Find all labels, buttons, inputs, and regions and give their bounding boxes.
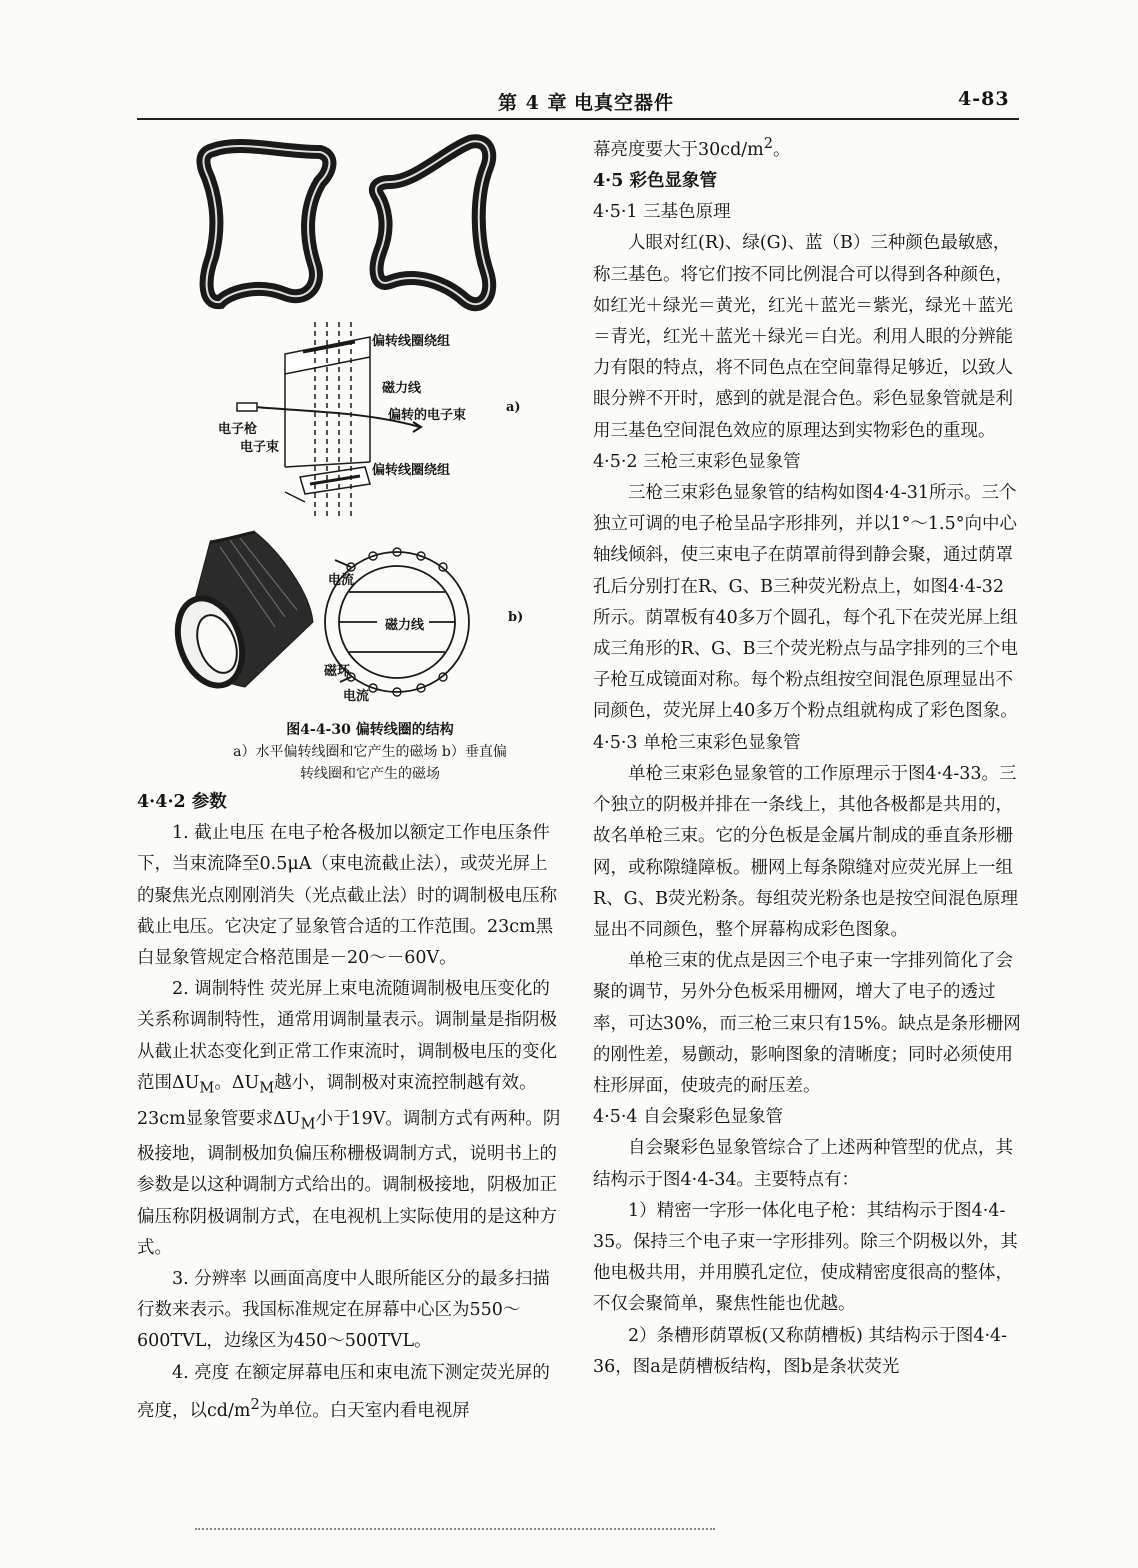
para-resolution: 3. 分辨率 以画面高度中人眼所能区分的最多扫描行数来表示。我国标准规定在屏幕中心区为550～600TVL，边缘区为450～500TVL。 bbox=[137, 1269, 550, 1352]
footer-dotted-line bbox=[195, 1528, 715, 1530]
label-coil-top: 偏转线圈绕组 bbox=[372, 334, 451, 349]
section-4-5-1: 4·5·1 三基色原理 bbox=[593, 202, 731, 223]
para-three-gun: 三枪三束彩色显象管的结构如图4·4-31所示。三个独立可调的电子枪呈品字形排列，并以1°～1.5°向中心轴线倾斜，使三束电子在荫罩前得到静会聚，通过荫罩孔后分别打在R、G、B三种荧光粉点上，如图4·4-32所示。荫罩板有40多万个圆孔，每个孔下在荧光屏上组成三角形的R、G、B三个荧光粉点与品字排列的三个电子枪互成镜面对称。每个粉点组按空间混色原理显出不同颜色，荧光屏上40多万个粉点组就构成了彩色图象。 bbox=[593, 483, 1019, 722]
right-column bbox=[593, 128, 1021, 1383]
para-brightness: 4. 亮度 在额定屏幕电压和束电流下测定荧光屏的亮度，以$cd/m^2$为单位。白天室内看电视屏 bbox=[137, 1362, 550, 1421]
chapter-label: 第 4 章 bbox=[498, 92, 568, 114]
figure-caption-line1: a）水平偏转线圈和它产生的磁场 b）垂直偏 bbox=[233, 744, 507, 760]
label-panel-a: a) bbox=[506, 400, 521, 415]
para-feature-2: 2）条槽形荫罩板(又称荫槽板) 其结构示于图4·4-36，图a是荫槽板结构，图b是条状荧光 bbox=[593, 1325, 1008, 1377]
deflection-coil-figure bbox=[115, 122, 560, 707]
section-4-5: 4·5 彩色显象管 bbox=[593, 171, 718, 192]
label-electron-gun: 电子枪 bbox=[218, 422, 258, 437]
para-feature-1: 1）精密一字形一体化电子枪：其结构示于图4·4-35。保持三个电子束一字形排列。除三个阴极以外，其他电极共用，并用膜孔定位，使成精密度很高的整体，不仅会聚简单，聚焦性能也优越。 bbox=[593, 1200, 1018, 1315]
para-cutoff-voltage: 1. 截止电压 在电子枪各极加以额定工作电压条件下，当束流降至0.5μA（束电流截止法），或荧光屏上的聚焦光点刚刚消失（光点截止法）时的调制极电压称截止电压。它决定了显象管合适的工作范围。23cm黑白显象管规定合格范围是－20～－60V。 bbox=[137, 823, 557, 969]
label-coil-bottom: 偏转线圈绕组 bbox=[372, 463, 451, 478]
section-4-5-3: 4·5·3 单枪三束彩色显象管 bbox=[593, 732, 801, 753]
label-current-top: 电流 bbox=[328, 573, 355, 588]
para-self-convergence: 自会聚彩色显象管综合了上述两种管型的优点，其结构示于图4·4-34。主要特点有： bbox=[593, 1138, 1013, 1190]
label-field-line-b: 磁力线 bbox=[385, 618, 425, 633]
page-number: 4-83 bbox=[958, 88, 1010, 110]
figure-caption-line2: 转线圈和它产生的磁场 bbox=[300, 766, 440, 782]
section-4-5-2: 4·5·2 三枪三束彩色显象管 bbox=[593, 451, 801, 472]
label-magnetic-ring: 磁环 bbox=[324, 664, 351, 679]
label-field-line-a: 磁力线 bbox=[382, 381, 422, 396]
para-three-primaries: 人眼对红(R)、绿(G)、蓝（B）三种颜色最敏感，称三基色。将它们按不同比例混合可以得到各种颜色，如红光＋绿光＝黄光，红光＋蓝光＝紫光，绿光＋蓝光＝青光，红光＋蓝光＋绿光＝白光。利用人眼的分辨能力有限的特点，将不同色点在空间靠得足够近，以致人眼分辨不开时，感到的就是混合色。彩色显象管就是利用三基色空间混色效应的原理达到实物彩色的重现。 bbox=[593, 233, 1013, 441]
saddle-coil-right bbox=[376, 141, 489, 304]
section-4-4-2: 4·4·2 参数 bbox=[137, 792, 227, 812]
left-column bbox=[137, 787, 565, 1427]
label-current-bottom: 电流 bbox=[343, 689, 370, 704]
header-rule bbox=[137, 118, 1019, 120]
para-modulation: 2. 调制特性 荧光屏上束电流随调制极电压变化的关系称调制特性，通常用调制量表示。调制量是指阴极从截止状态变化到正常工作束流时，调制极电压的变化范围$\Delta U_M$。$\Delta U_M$越小，调制极对束流控制越有效。23cm显象管要求$\Delta U_M$小于19V。调制方式有两种。阴极接地，调制极加负偏压称栅极调制方式，说明书上的参数是以这种调制方式给出的。调制极接地，阴极加正偏压称阴极调制方式，在电视机上实际使用的是这种方式。 bbox=[137, 979, 561, 1258]
label-deflected-beam: 偏转的电子束 bbox=[388, 408, 467, 423]
label-panel-b: b) bbox=[508, 610, 524, 625]
section-4-5-4: 4·5·4 自会聚彩色显象管 bbox=[593, 1107, 784, 1128]
para-continuation: 幕亮度要大于$30cd/m^2$。 bbox=[593, 135, 791, 160]
para-single-gun: 单枪三束彩色显象管的工作原理示于图4·4-33。三个独立的阴极并排在一条线上，其他各极都是共用的，故名单枪三束。它的分色板是金属片制成的垂直条形栅网，或称隙缝障板。栅网上每条隙缝对应荧光屏上一组R、G、B荧光粉条。每组荧光粉条也是按空间混色原理显出不同颜色，整个屏幕构成彩色图象。 bbox=[593, 763, 1019, 940]
saddle-coil-left bbox=[203, 146, 329, 302]
yoke-b bbox=[166, 532, 313, 695]
figure-caption-title: 图4-4-30 偏转线圈的结构 bbox=[286, 722, 454, 738]
para-single-gun-advantages: 单枪三束的优点是因三个电子束一字排列简化了会聚的调节，另外分色板采用栅网，增大了电子的透过率，可达30%，而三枪三束只有15%。缺点是条形栅网的刚性差，易颤动，影响图象的清晰度；同时必须使用柱形屏面，使玻壳的耐压差。 bbox=[593, 951, 1021, 1096]
label-electron-beam: 电子束 bbox=[240, 440, 280, 455]
chapter-title: 电真空器件 bbox=[574, 92, 675, 114]
